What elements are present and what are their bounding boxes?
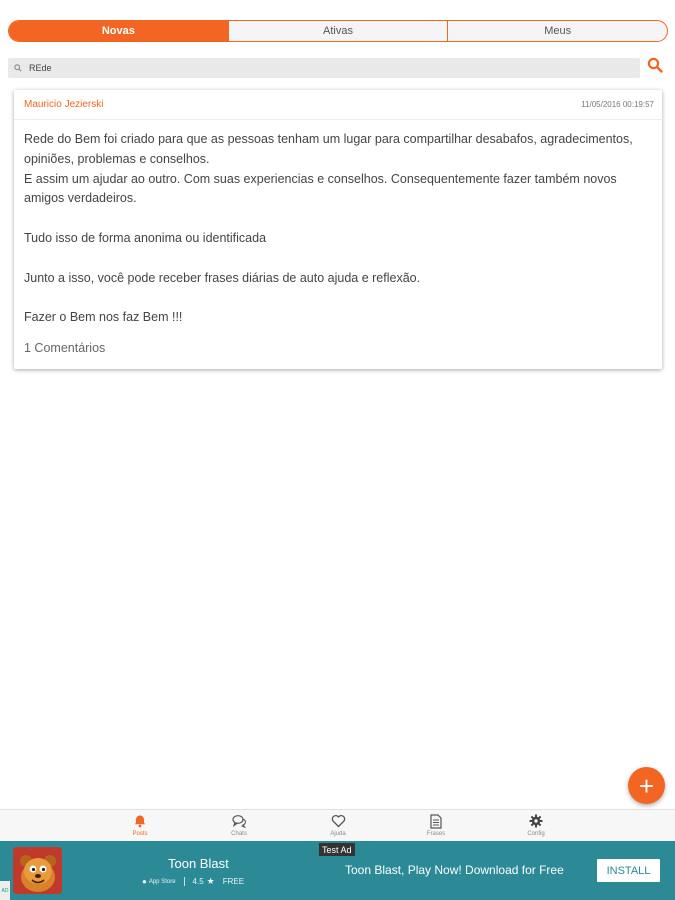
nav-label: Chats	[231, 831, 247, 837]
post-paragraph: Rede do Bem foi criado para que as pessoas tenham um lugar para compartilhar desabafos, agradecimentos, opiniões, problemas e conselhos. E assim um ajudar ao outro. Com suas experiencias e conselhos. Consequentemente fazer também novos amigos verdadeiros.	[24, 132, 633, 206]
ad-choices-icon[interactable]: AD	[0, 881, 10, 900]
divider	[184, 877, 185, 886]
bottom-navigation	[0, 809, 675, 841]
post-paragraph: Fazer o Bem nos faz Bem !!!	[24, 310, 183, 325]
nav-posts[interactable]	[110, 813, 170, 837]
post-date: 11/05/2016 00:19:57	[581, 100, 654, 109]
ad-rating: 4.5	[192, 877, 204, 886]
ad-store: App Store	[148, 878, 176, 885]
toon-blast-app-icon	[13, 847, 62, 894]
ad-headline: Toon Blast, Play Now! Download for Free	[345, 863, 564, 877]
post-body	[14, 120, 662, 328]
nav-frases[interactable]	[406, 813, 466, 837]
install-button[interactable]: INSTALL	[597, 859, 660, 882]
ad-app-name: Toon Blast	[168, 856, 229, 871]
plus-icon: +	[638, 770, 655, 801]
apple-icon: ●	[142, 877, 147, 886]
nav-label: Ajuda	[330, 831, 346, 837]
post-paragraph: Junto a isso, você pode receber frases diárias de auto ajuda e reflexão.	[24, 270, 421, 285]
document-icon	[428, 813, 444, 829]
post-card[interactable]	[14, 90, 662, 369]
test-ad-badge: Test Ad	[319, 843, 355, 856]
nav-label: Posts	[132, 831, 148, 837]
post-author[interactable]: Mauricio Jezierski	[24, 99, 104, 110]
nav-ajuda[interactable]	[308, 813, 368, 837]
ad-app-meta	[142, 876, 244, 887]
heart-icon	[330, 813, 346, 829]
gear-icon	[528, 813, 544, 829]
search-icon[interactable]	[645, 55, 665, 75]
add-post-button[interactable]	[628, 767, 665, 804]
segmented-tabs	[8, 20, 668, 42]
tab-novas[interactable]: Novas	[9, 21, 228, 41]
search-bar[interactable]	[8, 58, 640, 78]
ad-price: FREE	[222, 877, 245, 886]
bell-icon	[132, 813, 148, 829]
nav-chats[interactable]	[209, 813, 269, 837]
tab-ativas[interactable]: Ativas	[228, 21, 448, 41]
post-header	[14, 90, 662, 120]
comments-link[interactable]: 1 Comentários	[24, 341, 106, 355]
tab-meus[interactable]: Meus	[447, 21, 667, 41]
nav-config[interactable]	[506, 813, 566, 837]
search-input[interactable]	[29, 63, 619, 73]
post-paragraph: Tudo isso de forma anonima ou identificada	[24, 230, 267, 245]
chat-icon	[231, 813, 247, 829]
search-field-icon	[14, 63, 24, 73]
nav-label: Frases	[426, 831, 446, 837]
nav-label: Config	[527, 831, 545, 837]
star-icon: ★	[206, 876, 215, 886]
